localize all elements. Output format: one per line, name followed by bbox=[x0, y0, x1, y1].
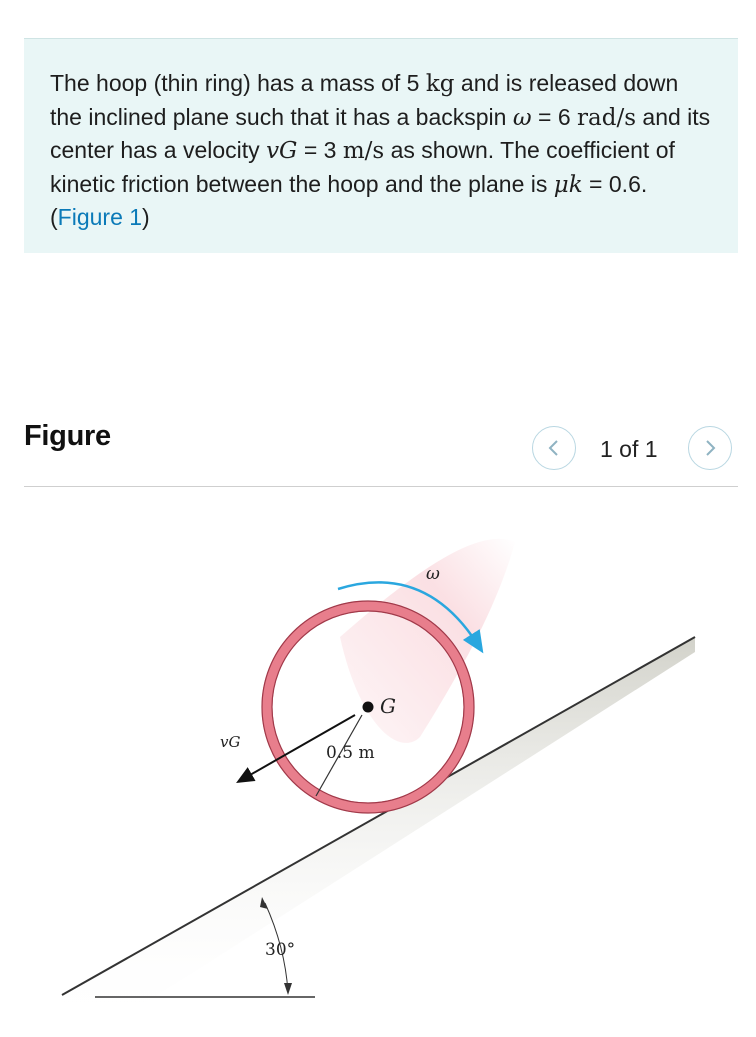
center-point bbox=[363, 702, 374, 713]
problem-text: The hoop (thin ring) has a mass of 5 kg and is released down the inclined plane such that it has a backspin ω = 6 rad/s and its center has a velocity vG = 3 m/s as shown. The coefficient of kinetic friction between the hoop and the plane is μk = 0.6. (Figure 1) bbox=[50, 70, 711, 230]
omega-symbol: ω bbox=[512, 104, 532, 131]
unit-kg: kg bbox=[425, 71, 455, 97]
unit-m-per-s: m/s bbox=[342, 138, 385, 164]
chevron-left-icon bbox=[547, 439, 561, 457]
figure-title: Figure bbox=[24, 420, 111, 452]
next-figure-button[interactable] bbox=[688, 426, 732, 470]
omega-label: ω bbox=[426, 564, 440, 584]
figure-link[interactable]: Figure 1 bbox=[57, 204, 143, 230]
figure-header bbox=[24, 418, 738, 487]
angle-label: 30° bbox=[265, 940, 296, 960]
velocity-label: vG bbox=[220, 733, 241, 751]
center-label: G bbox=[380, 694, 396, 718]
unit-rad-per-s: rad/s bbox=[577, 104, 637, 131]
mu-symbol: μk bbox=[553, 171, 583, 198]
velocity-symbol: vG bbox=[266, 138, 298, 164]
hoop-diagram bbox=[0, 487, 756, 1032]
problem-statement-panel bbox=[24, 38, 738, 253]
previous-figure-button[interactable] bbox=[532, 426, 576, 470]
figure-image bbox=[0, 487, 756, 1032]
page-indicator: 1 of 1 bbox=[600, 436, 658, 462]
chevron-right-icon bbox=[703, 439, 717, 457]
radius-label: 0.5 m bbox=[326, 743, 375, 763]
